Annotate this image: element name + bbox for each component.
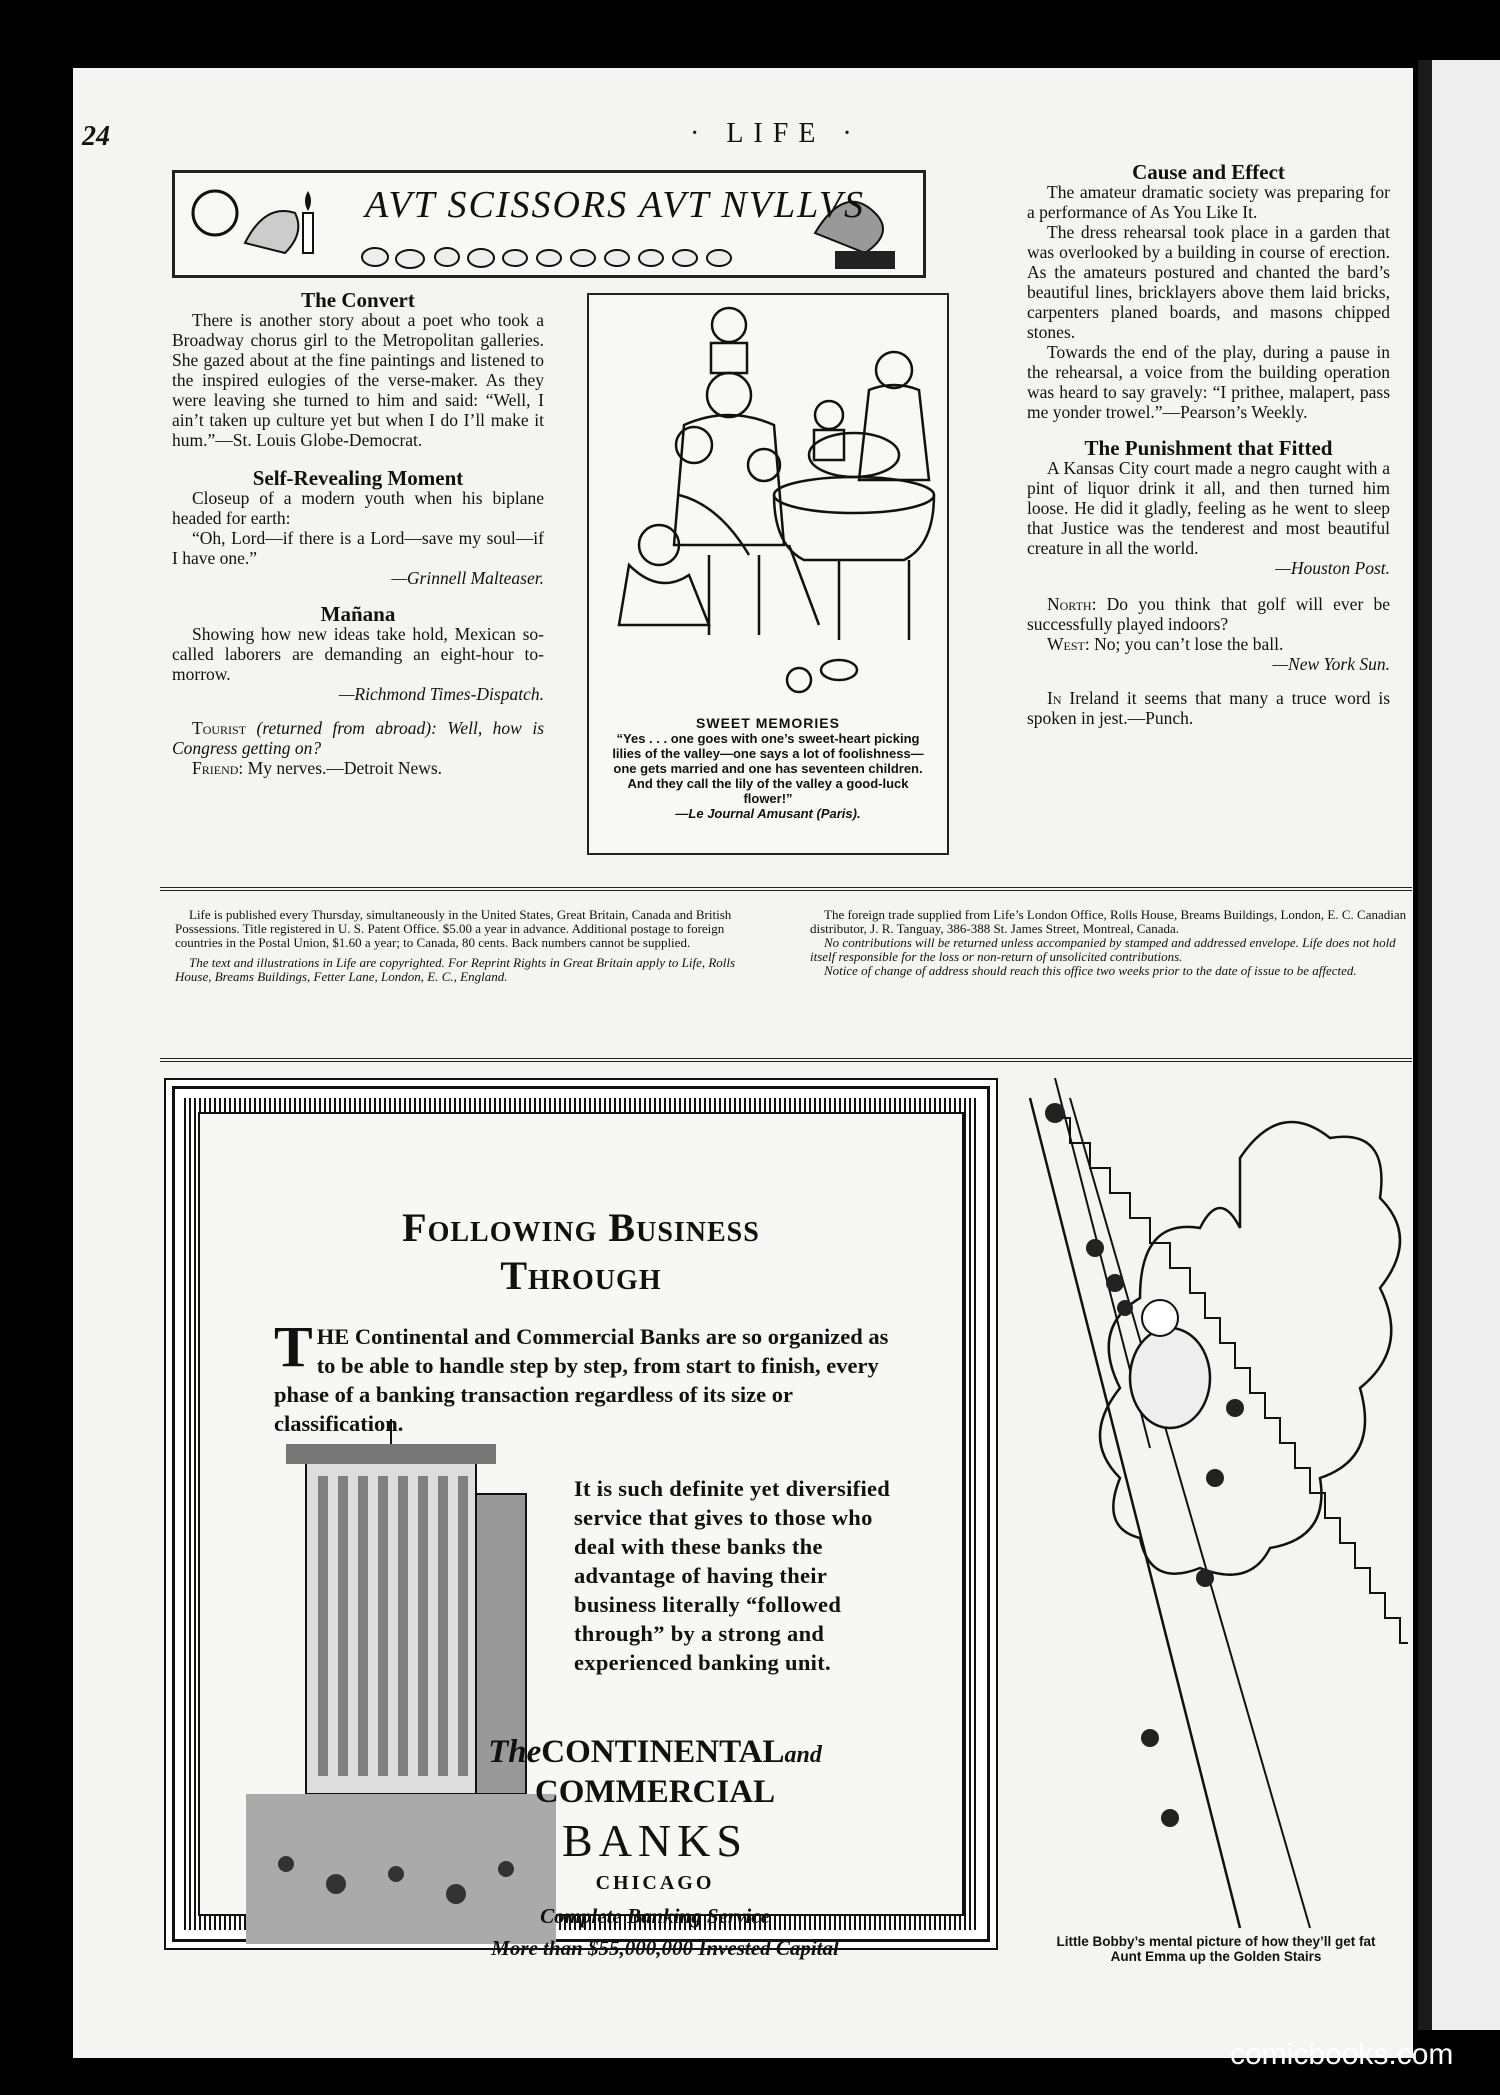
attribution-manana: —Richmond Times-Dispatch.: [338, 684, 544, 704]
ad-capital: More than $55,000,000 Invested Capital: [491, 1936, 839, 1960]
ireland-joke: [1027, 688, 1390, 728]
rule-bottom: [160, 1058, 1412, 1062]
ad-paragraph-1-text: HE Continental and Commercial Banks are so organized as to be able to handle step by step, from start to finish, every phase of a banking transaction regardless of its size or classification.: [274, 1324, 889, 1436]
article-body-punishment: A Kansas City court made a negro caught with a pint of liquor drink it all, and then turned him loose. He did it gladly, feeling as he went to sleep that Justice was the tenderest and most beautiful creature in all the world.: [1027, 458, 1390, 558]
page-number: 24: [82, 121, 110, 152]
ad-paragraph-2: It is such definite yet diversified service that gives to those who deal with these banks the advantage of having their business literally “followed through” by a strong and experienced banking unit.: [574, 1476, 891, 1675]
ad-title-line1: Following Business: [402, 1205, 760, 1250]
publisher-notice-right: [810, 908, 1410, 978]
ad-panel: [198, 1112, 964, 1960]
department-banner: [172, 170, 926, 278]
drop-cap: T: [274, 1314, 313, 1379]
tourist-joke: [172, 718, 544, 758]
contributions-info: No contributions will be returned unless accompanied by stamped and addressed envelope. Life does not hold itself responsible for the loss or non-return of unsolicited contributions.: [810, 935, 1396, 964]
speaker-west: West: [1047, 634, 1085, 654]
publication-info: Life is published every Thursday, simultaneously in the United States, Great Britain, Canada and British Possessions. Title registered in U. S. Patent Office. $5.00 a year in advance. Additional postage to foreign countries in the Postal Union, $1.60 a year; to Canada, 80 cents. Back numbers cannot be supplied.: [175, 907, 732, 950]
facing-page-edge: [1418, 60, 1500, 2030]
rule-top: [160, 887, 1412, 891]
brand-the: The: [488, 1734, 542, 1770]
golden-stairs-caption: Little Bobby’s mental picture of how they’ll get fat Aunt Emma up the Golden Stairs: [1056, 1934, 1376, 1964]
brand-continental: CONTINENTAL: [541, 1734, 785, 1770]
foreign-trade-info: The foreign trade supplied from Life’s London Office, Rolls House, Breams Buildings, London, E. C. Canadian distributor, J. R. Tanguay, 386-388 St. James Street, Montreal, Canada.: [810, 907, 1407, 936]
brand-line-2: COMMERCIAL: [534, 1774, 776, 1810]
ad-city: CHICAGO: [595, 1872, 715, 1894]
speaker-tourist: Tourist: [192, 718, 247, 738]
article-title-cause: Cause and Effect: [1132, 160, 1285, 184]
north-line: : Do you think that golf will ever be successfully played indoors?: [1027, 594, 1390, 634]
banner-motto: AVT SCISSORS AVT NVLLVS: [365, 184, 866, 226]
article-p2-cause: The dress rehearsal took place in a garden that was overlooked by a building in course of erection. As the amateurs postured and chanted the bard’s beautiful lines, bricklayers above them laid bricks, carpenters planed boards, and masons chipped stones.: [1027, 222, 1390, 342]
article-p1-cause: The amateur dramatic society was preparing for a performance of As You Like It.: [1027, 182, 1390, 222]
golden-stairs-cartoon: [1010, 1078, 1408, 1938]
copyright-info: The text and illustrations in Life are copyrighted. For Reprint Rights in Great Britain apply to Life, Rolls House, Breams Buildings, Fetter Lane, London, E. C., England.: [175, 955, 736, 984]
attribution-punishment: —Houston Post.: [1275, 558, 1390, 578]
article-body-self-revealing: Closeup of a modern youth when his biplane headed for earth:: [172, 488, 544, 528]
golf-reply: [1027, 634, 1390, 654]
cartoon-caption: [589, 715, 947, 821]
cartoon-title: SWEET MEMORIES: [696, 715, 840, 731]
article-title-self-revealing: Self-Revealing Moment: [252, 466, 464, 490]
west-line: : No; you can’t lose the ball.: [1084, 634, 1284, 654]
ireland-lead: In: [1047, 688, 1062, 708]
cartoon-attribution: —Le Journal Amusant (Paris).: [675, 806, 861, 821]
tourist-line: (returned from abroad): Well, how is Congress getting on?: [172, 718, 545, 758]
bank-advertisement: [164, 1078, 998, 1960]
site-watermark: comicbooks.com: [1230, 2038, 1454, 2071]
cartoon-quote: “Yes . . . one goes with one’s sweet-heart picking lilies of the valley—one says a lot of foolishness—one gets married and one has seventeen children. And they call the lily of the valley a good-luck flower!”: [612, 731, 924, 806]
brand-line-1: [375, 1734, 935, 1771]
publisher-notice-left: [175, 908, 767, 984]
ad-tagline: Complete Banking Service: [540, 1904, 770, 1928]
right-column: [1027, 162, 1390, 728]
address-change-info: Notice of change of address should reach this office two weeks prior to the date of issue to be affected.: [824, 963, 1357, 978]
brand-and: and: [784, 1742, 822, 1768]
family-illustration: [589, 295, 947, 705]
friend-reply: [172, 758, 544, 778]
article-title-convert: The Convert: [301, 288, 415, 312]
article-title-manana: Mañana: [320, 602, 396, 626]
article-body-manana: Showing how new ideas take hold, Mexican so-called laborers are demanding an eight-hour to-morrow.: [172, 624, 544, 684]
article-body-convert: There is another story about a poet who took a Broadway chorus girl to the Metropolitan galleries. She gazed about at the fine paintings and listened to the inspired eulogies of the verse-maker. As they were leaving she turned to him and said: “Well, I ain’t taken up culture yet but when I do I’ll make it hum.”—St. Louis Globe-Democrat.: [172, 310, 544, 450]
article-title-punishment: The Punishment that Fitted: [1084, 436, 1333, 460]
masthead: · LIFE ·: [690, 118, 862, 149]
article-p3-cause: Towards the end of the play, during a pause in the rehearsal, a voice from the building operation was heard to say gravely: “I prithee, malapert, pass me yonder trowel.”—Pearson’s Weekly.: [1027, 342, 1390, 422]
ad-title-line2: Through: [500, 1253, 662, 1298]
attribution-golf: —New York Sun.: [1272, 654, 1390, 674]
friend-line: : My nerves.—Detroit News.: [238, 758, 443, 778]
sweet-memories-cartoon: [587, 293, 949, 855]
golf-joke: [1027, 594, 1390, 634]
speaker-north: North: [1047, 594, 1092, 614]
article-quote-self-revealing: “Oh, Lord—if there is a Lord—save my soul—if I have one.”: [172, 528, 544, 568]
left-column: [172, 290, 544, 778]
brand-line-3: BANKS: [562, 1815, 748, 1866]
speaker-friend: Friend: [192, 758, 239, 778]
ireland-text: Ireland it seems that many a truce word is spoken in jest.—Punch.: [1027, 688, 1391, 728]
attribution-self-revealing: —Grinnell Malteaser.: [391, 568, 544, 588]
